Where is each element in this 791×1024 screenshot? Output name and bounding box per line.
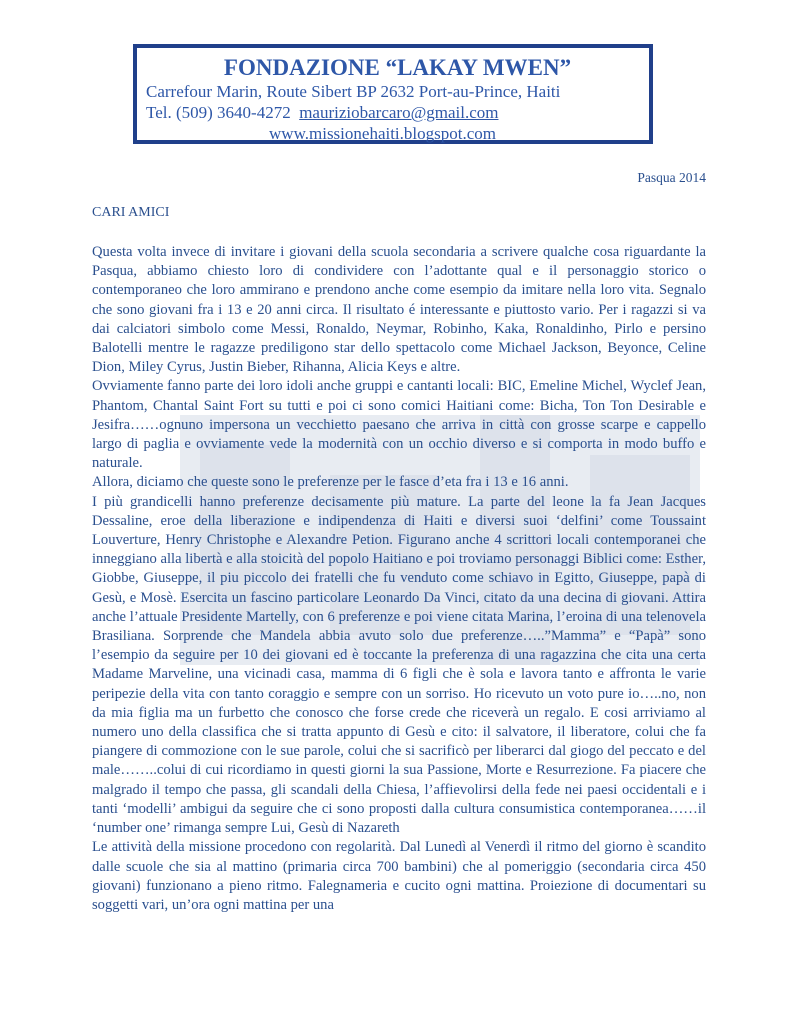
letter-salutation: CARI AMICI <box>92 205 170 220</box>
paragraph-2: Ovviamente fanno parte dei loro idoli anche gruppi e cantanti locali: BIC, Emeline Michel, Wyclef Jean, Phantom, Chantal Saint Fort su tutti e poi ci sono comici Haitiani come: Bicha, Ton Ton Desirable e Jesifra……ognuno impersona un vecchietto paesano che arriva in città con grosse scarpe e cappello largo di paglia e ovviamente vede la modernità con un occhio diverso e si comporta in modo buffo e naturale. <box>92 378 706 472</box>
letter-date: Pasqua 2014 <box>637 170 706 185</box>
paragraph-5: Le attività della missione procedono con regolarità. Dal Lunedì al Venerdì il ritmo del giorno è scandito dalle scuole che sia al mattino (primaria circa 700 bambini) che al pomeriggio (secondaria circa 450 giovani) funzionano a pieno ritmo. Falegnameria e cucito ogni mattina. Proiezione di documentari su soggetti vari, un’ora ogni mattina per una <box>92 839 706 913</box>
contact-line <box>146 102 649 123</box>
foundation-title: FONDAZIONE “LAKAY MWEN” <box>223 55 572 80</box>
letter-body <box>92 243 706 915</box>
address-line: Carrefour Marin, Route Sibert BP 2632 Port-au-Prince, Haiti <box>146 82 561 101</box>
letterhead-box <box>133 44 653 144</box>
paragraph-4: I più grandicelli hanno preferenze decisamente più mature. La parte del leone la fa Jean Jacques Dessaline, eroe della liberazione e indipendenza di Haiti e diversi suoi ‘delfini’ come Toussaint Louverture, Henry Christophe e Alexandre Petion. Figurano anche 4 scrittori locali contemporanei che inneggiano alla libertà e alla stoicità del popolo Haitiano e poi troviamo personaggi Biblici come: Esther, Giobbe, Giuseppe, il piu piccolo dei fratelli che fu venduto come schiavo in Egitto, Giuseppe, papà di Gesù, e Mosè. Esercita un fascino particolare Leonardo Da Vinci, citato da una decina di giovani. Attira anche l’attuale Presidente Martelly, con 6 preferenze e poi viene citata Marina, l’eroina di una telenovela Brasiliana. Sorprende che Mandela abbia avuto solo due preferenze…..”Mamma” e “Papà” sono l’esempio da seguire per 10 dei giovani ed è toccante la preferenza di una ragazzina che cita una certa Madame Marveline, una vicinadi casa, mamma di 6 figli che è sola e lavora tanto e affronta le varie peripezie della vita con tanto coraggio e sempre con un sorriso. Ho ricevuto un voto pure io…..no, non da mia figlia ma un furbetto che conosco che forse crede che riceverà un regalo. E cosi arriviamo al numero uno della classifica che si tratta appunto di Gesù e cito: il salvatore, il liberatore, colui che fa piangere di commozione con le sue parole, colui che si sacrificò per liberarci dal giogo del peccato e del male……..colui di cui ricordiamo in questi giorni la sua Passione, Morte e Resurrezione. Fa piacere che malgrado il tempo che passa, gli scandali della Chiesa, l’affievolirsi della fede nei paesi occidentali e i tanti ‘modelli’ ambigui da seguire che ci sono proposti dalla cultura consumistica contemporanea……il ‘number one’ rimanga sempre Lui, Gesù di Nazareth <box>92 493 706 837</box>
phone-number: Tel. (509) 3640-4272 <box>146 103 291 122</box>
email-link[interactable]: mauriziobarcaro@gmail.com <box>299 103 499 122</box>
paragraph-3: Allora, diciamo che queste sono le preferenze per le fasce d’eta fra i 13 e 16 anni. <box>92 474 569 491</box>
website-line[interactable]: www.missionehaiti.blogspot.com <box>269 124 496 143</box>
paragraph-1: Questa volta invece di invitare i giovani della scuola secondaria a scrivere qualche cosa riguardante la Pasqua, abbiamo chiesto loro di condividere con l’adottante qual e il personaggio storico o contemporaneo che loro ammirano e prendono anche come esempio da imitare nella loro vita. Segnalo che sono giovani fra i 13 e 20 anni circa. Il risultato é interessante e piuttosto vario. Per i ragazzi si va dai calciatori simbolo come Messi, Ronaldo, Neymar, Robinho, Kaka, Ronaldinho, Pirlo e persino Balotelli mentre le ragazze prediligono star dello spettacolo come Michael Jackson, Beyonce, Celine Dion, Miley Cyrus, Justin Bieber, Rihanna, Alicia Keys e altre. <box>92 244 706 376</box>
